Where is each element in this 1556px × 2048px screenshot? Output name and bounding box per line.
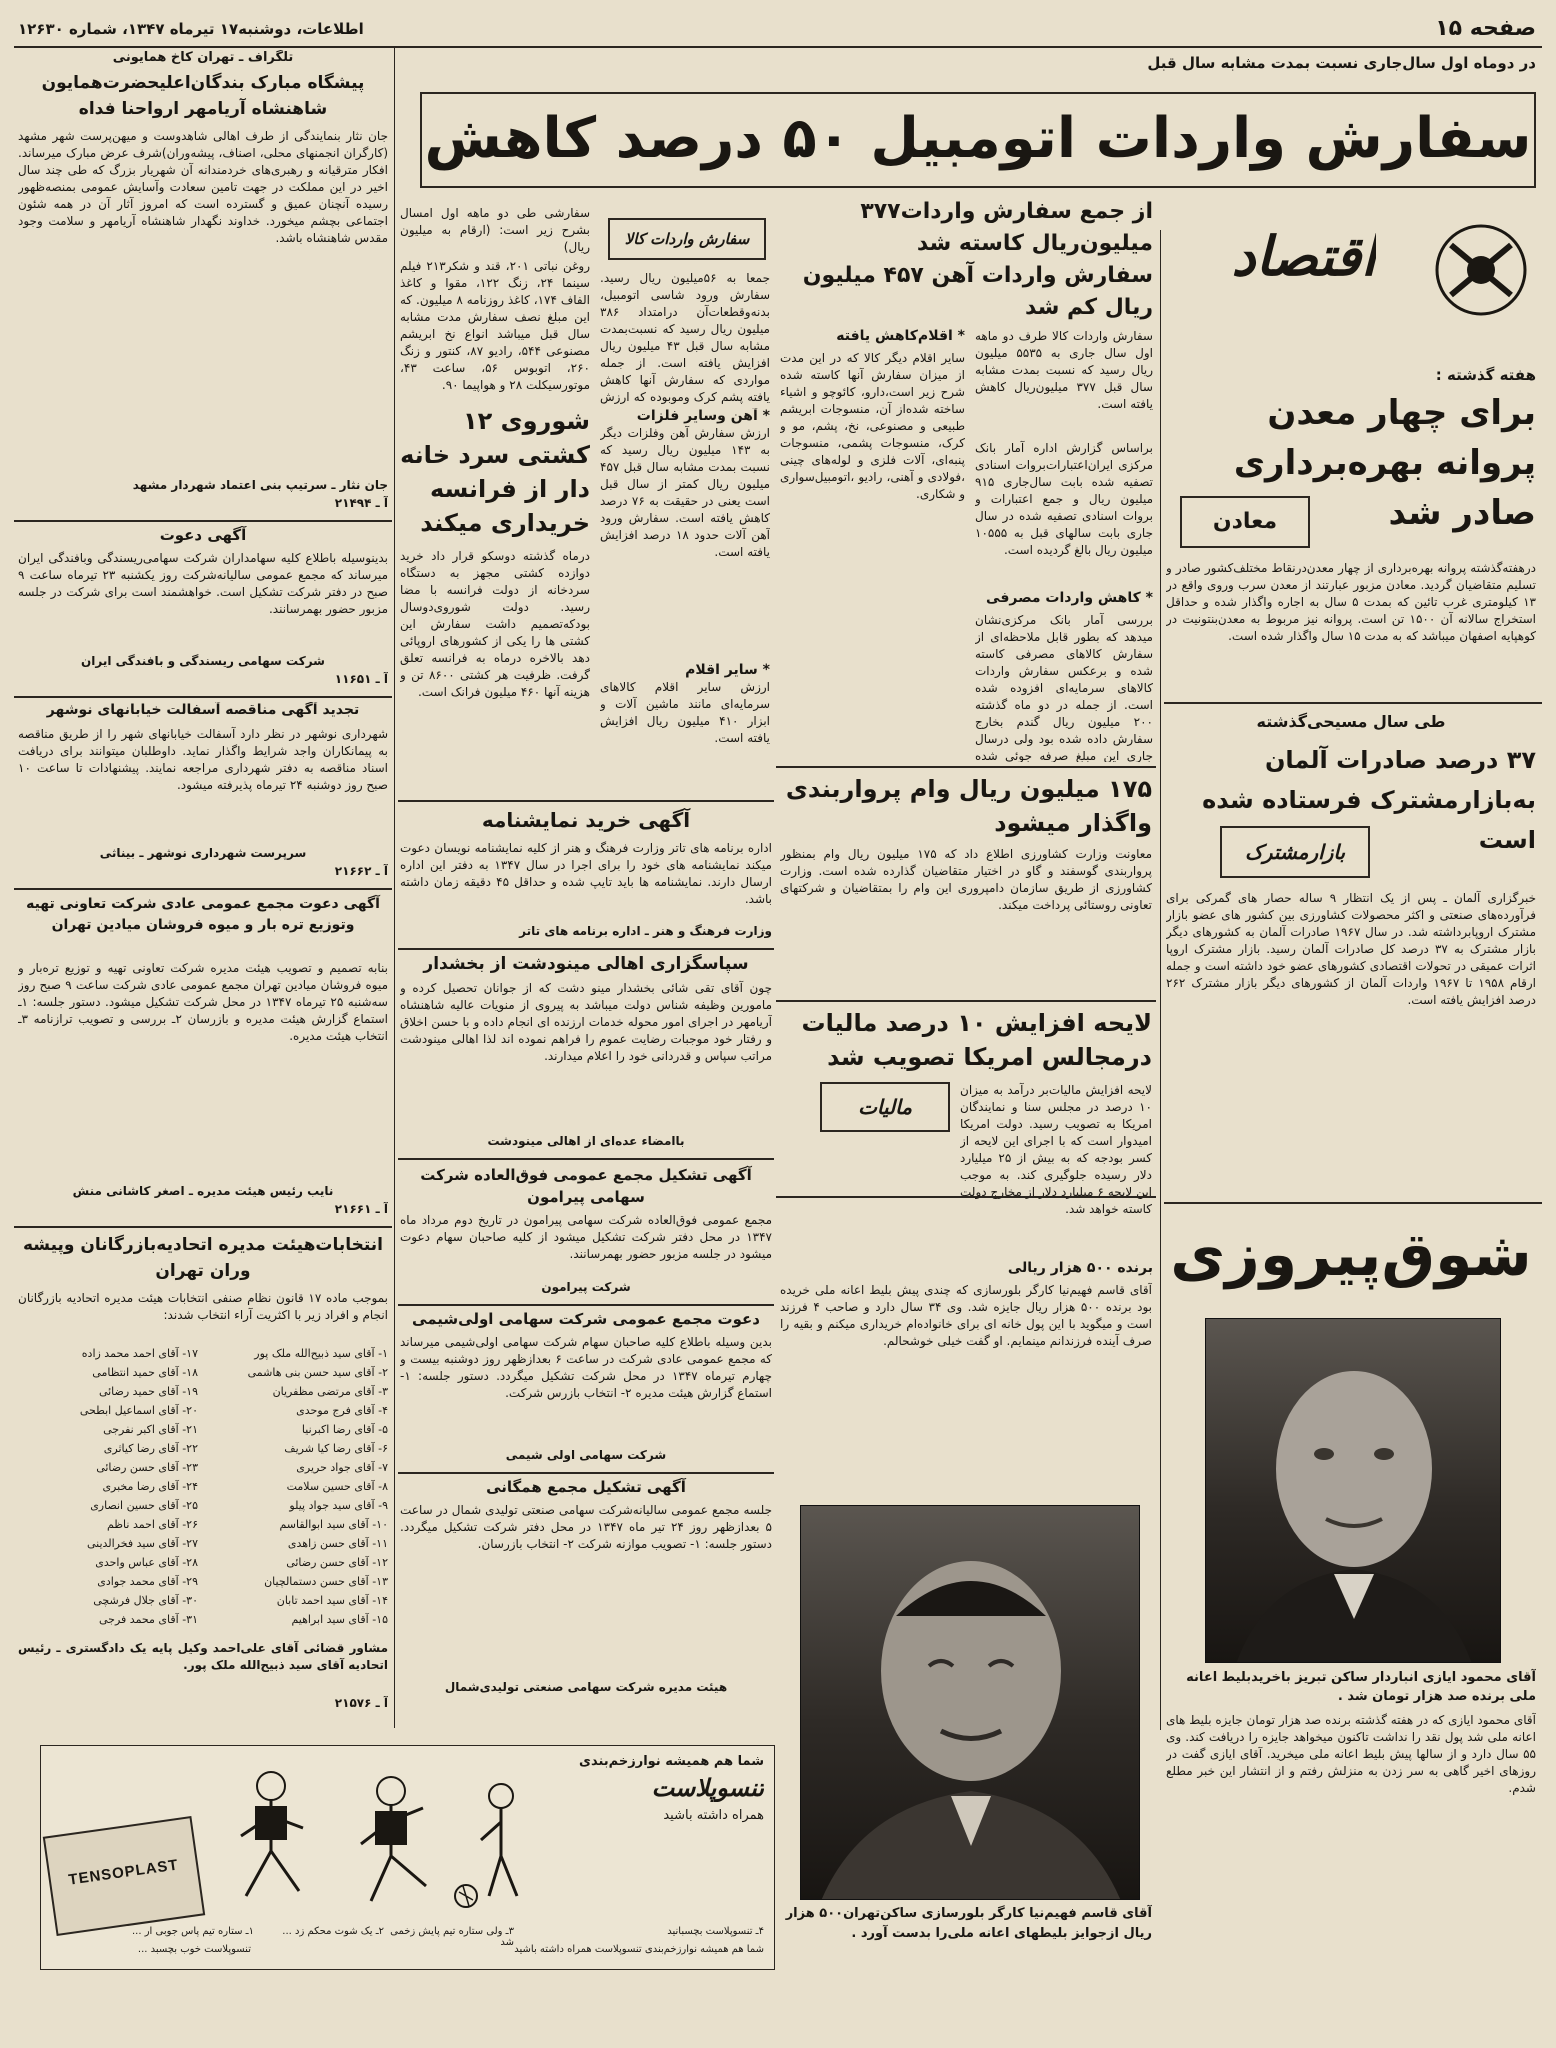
election-names-list (18, 1344, 388, 1634)
lead-inline-head: * اقلام‌کاهش یافته (836, 328, 965, 344)
telegram-label: تلگراف ـ تهران کاخ همایونی (112, 50, 294, 65)
winner-photo-fahimnia (800, 1505, 1140, 1900)
exhibit-headline: آگهی خرید نمایشنامه (481, 808, 691, 832)
loan-text: معاونت وزارت کشاورزی اطلاع داد که ۱۷۵ میلیون ریال وام بمنظور پرواربندی گوسفند و گاو در اختیار متقاضیان گذارده شده است. وزارت کشاورزی از طریق سازمان دامپروری این وام را بمتقاضیان و شرکتهای تعاونی روستائی پرداخت میکند. (780, 847, 1152, 912)
coop-headline: آگهی دعوت مجمع عمومی عادی شرکت تعاونی تهیه وتوزیع تره بار و میوه فروشان میادین تهران (26, 896, 380, 933)
ad-line2: همراه داشته باشید (663, 1808, 764, 1823)
list-item: ۱۴- آقای سید احمد تابان (276, 1594, 388, 1607)
economy-label: اقتصاد (1231, 225, 1376, 288)
soviet-headline: شوروی ۱۲ کشتی سرد خانه دار از فرانسه خریداری میکند (400, 407, 590, 537)
hamkani-sign: هیئت مدیره شرکت سهامی صنعتی تولیدی‌شمال (444, 1680, 728, 1694)
ad-footer: تنسوپلاست خوب بچسبد ... (137, 1944, 251, 1955)
lead-para-3: سایر اقلام دیگر کالا که در این مدت از میزان سفارش آنها کاسته شده شرح زیر است،دارو، کائوچو و اشیاء ساخته شده‌از آن، منسوجات ابریشم طبیعی و مصنوعی، نخ، پشم، مو و کرک، منسوجات پشمی، منسوجات پنبه‌ای، آلات فلزی و لوله‌های چینی ،فولادی و آهنی، رادیو ،اتومبیل‌سواری و شکاری. (780, 351, 965, 501)
asphalt-headline: تجدید آگهی مناقصه آسفالت خیابانهای نوشهر (46, 702, 360, 718)
other-box (600, 662, 770, 796)
winner-photo-ayazi (1205, 1318, 1501, 1663)
list-item: ۱۸- آقای حمید انتظامی (92, 1366, 198, 1379)
exhibit-sign: وزارت فرهنگ و هنر ـ اداره برنامه های تاتر (519, 924, 772, 938)
exhibit-text: اداره برنامه های تاتر وزارت فرهنگ و هنر از کلیه نمایشنامه نویسان دعوت میکند نمایشنامه های خود را برای اجرا در سال ۱۳۴۷ به دفتر این اداره ارسال دارند. نمایشنامه ها باید تایپ شده و حداقل ۴۵ دقیقه زمان داشته باشد. (400, 841, 772, 906)
mines-section-label: معادن (1212, 509, 1278, 534)
lead-para-1: سفارش واردات کالا طرف دو ماهه اول سال جاری به ۵۵۳۵ میلیون ریال رسید که نسبت بمدت مشابه سال قبل ۳۷۷ میلیون‌ریال کاهش یافته است. (975, 329, 1153, 411)
asphalt-code: آ ـ ۲۱۶۶۲ (334, 864, 388, 878)
list-item: ۲۱- آقای اکبر نفرجی (103, 1423, 198, 1436)
list-item: ۳۰- آقای جلال فرشچی (93, 1594, 198, 1607)
election-intro: بموجب ماده ۱۷ قانون نظام صنفی انتخابات هیئت مدیره اتحادیه بازرگانان انجام و افراد زیر با اکثریت آراء انتخاب شدند: (18, 1291, 388, 1322)
masthead-rule (14, 46, 1542, 48)
market-section-box (1220, 826, 1370, 878)
other-head: * سایر اقلام (685, 662, 770, 678)
loan-headline: ۱۷۵ میلیون ریال وام پرواربندی واگذار میشود (785, 775, 1152, 837)
list-item: ۲۴- آقای رضا مخبری (102, 1480, 198, 1493)
tensoplast-ad (40, 1745, 775, 1970)
section-rule (398, 800, 774, 802)
list-item: ۲۳- آقای حسن رضائی (96, 1461, 198, 1474)
lead-headline-box (420, 92, 1536, 188)
list-item: ۶- آقای رضا کیا شریف (284, 1442, 388, 1455)
section-rule (398, 1472, 774, 1474)
section-rule (398, 948, 774, 950)
mines-headline: برای چهار معدن پروانه بهره‌برداری صادر شد (1233, 393, 1536, 533)
list-item: ۲- آقای سید حسن بنی هاشمی (247, 1366, 388, 1379)
olashimi-headline: دعوت مجمع عمومی شرکت سهامی اولی‌شیمی (412, 1310, 760, 1328)
mines-section-box (1180, 496, 1310, 548)
lead-para-2: براساس گزارش اداره آمار بانک مرکزی ایران‌اعتبارات‌بروات اسنادی تصفیه شده بابت سال‌جاری ۹۱۵ میلیون ریال و جمع اعتبارات و بروات اسنادی تصفیه شده در سال جاری بابت سالهای قبل به ۱۰۵۵۵ میلیون ریال بالغ گردیده است. (975, 441, 1153, 557)
winner-headline: برنده ۵۰۰ هزار ریالی (1007, 1260, 1153, 1276)
section-rule (14, 1226, 392, 1228)
list-item: ۱۷- آقای احمد محمد زاده (81, 1347, 198, 1360)
invite-headline: آگهی دعوت (159, 526, 247, 544)
list-item: ۷- آقای جواد حریری (296, 1461, 388, 1474)
soviet-text: درماه گذشته دوسکو قرار داد خرید دوازده کشتی مجهز به دستگاه سردخانه از دولت فرانسه با مضا رسید. دولت شوروی‌دوسال بود‌که‌تصمیم داشت سفارش این کشتی ها را یکی از کشورهای اروپائی دهد بالاخره درماه به فرانسه تعلق گرفت. ظرفیت هر کشتی ۸۶۰۰ تن و هزینه آنها ۴۶۰ میلیون فرانک است. (400, 549, 590, 699)
invite-code: آ ـ ۱۱۶۵۱ (334, 672, 388, 686)
list-item: ۱۹- آقای حمید رضائی (98, 1385, 198, 1398)
ad-caption-1: ۱ـ ستاره تیم پاس جوبی ار ... (132, 1926, 254, 1937)
ad-line1: شما هم همیشه نوارزخم‌بندی (579, 1754, 764, 1769)
tax-headline: لایحه افزایش ۱۰ درصد مالیات درمجالس امریکا تصویب شد (801, 1009, 1152, 1071)
mines-text: درهفته‌گذشته پروانه بهره‌برداری از چهار معدن‌در‌نقاط مختلف‌کشور صادر و تسلیم متقاضیان گردید. معادن مزبور عبارتند از معدن سرب وروی واقع در ۱۳ کیلومتری غرب تائین که بمدت ۵ سال به اجاره واگذار شده و حداقل استخراج سالانه آن ۱۵۰۰ تن است. پروانه نیز مربوط به معدن‌بنتونیت در کوهپایه اصفهان میباشد که به مدت ۱۵ سال واگذار شده است. (1166, 561, 1536, 643)
lead-section-box (608, 218, 766, 260)
list-item: ۹- آقای سید جواد پیلو (289, 1499, 388, 1512)
market-section-label: بازارمشترک (1244, 840, 1346, 864)
telegram-headline: پیشگاه مبارک بندگان‌اعلیحضرت‌همایون شاهنشاه آریامهر ارواحنا فداه (41, 73, 365, 119)
victory-headline: شوق‌پیروزی (1170, 1220, 1532, 1290)
hamkani-headline: آگهی تشکیل مجمع همگانی (486, 1478, 686, 1496)
election-footer: مشاور قضائی آقای علی‌احمد وکیل پایه یک دادگستری ـ رئیس اتحادیه آقای سید ذبیح‌الله ملک پور. (18, 1641, 388, 1672)
invite-sign: شرکت سهامی ریسندگی و بافندگی ایران (81, 654, 325, 668)
list-item: ۱۵- آقای سید ابراهیم (291, 1613, 388, 1626)
portrait-illustration (1206, 1319, 1501, 1663)
tensoplast-package (43, 1816, 205, 1936)
piraman-headline: آگهی تشکیل مجمع عمومی فوق‌العاده شرکت سهامی پیرامون (420, 1166, 752, 1206)
issue-info: اطلاعات، دوشنبه۱۷ تیرماه ۱۳۴۷، شماره ۱۲۶۳۰ (18, 20, 364, 38)
package-label: TENSOPLAST (67, 1856, 180, 1889)
lead-section-label: سفارش واردات کالا (624, 230, 750, 248)
section-rule (776, 1000, 1156, 1002)
thanks-sign: باامضاء عده‌ای از اهالی مینودشت (487, 1134, 685, 1148)
ad-brand: تنسوپلاست (651, 1774, 764, 1802)
lead-subheadline-2: سفارش واردات آهن ۴۵۷ میلیون ریال کم شد (802, 263, 1153, 320)
section-rule (14, 520, 392, 522)
lead-para-4: بررسی آمار بانک مرکزی‌نشان میدهد که بطور قابل ملاحظه‌ای از سفارش کالاهای مصرفی کاسته شده و برعکس سفارش واردات کالاهای سرمایه‌ای افزوده شده است. از جمله در دو ماه گذشته ۲۰۰ میلیون ریال گندم بخارج سفارش داده شده بود ولی درسال جاری این مبلغ صرفه جوئی شده (975, 613, 1153, 762)
winner-text: آقای قاسم فهیم‌نیا کارگر بلورسازی که چندی پیش بلیط اعانه ملی خریده بود برنده ۵۰۰ هزار ریال جایزه شد. وی ۳۴ سال دارد و صاحب ۴ فرزند است و میگوید با این پول خانه ای برای خانواده‌ام خریداری میکنم و بقیه را صرف آینده فرزندانم مینمایم. او گفت خیلی خوشحالم. (780, 1283, 1152, 1348)
top-note: در دوماه اول سال‌جاری نسبت بمدت مشابه سال قبل (1147, 54, 1536, 72)
section-rule (1164, 702, 1542, 704)
list-item: ۲۵- آقای حسین انصاری (90, 1499, 198, 1512)
list-item: ۱۱- آقای حسن زاهدی (287, 1537, 388, 1550)
football-cartoon-illustration (211, 1756, 531, 1916)
coop-text: بنابه تصمیم و تصویب هیئت مدیره شرکت تعاونی تهیه و توزیع تره‌بار و میوه فروشان میادین تهران مجمع عمومی عادی شرکت ساعت ۹ صبح روز سه‌شنبه ۲۵ تیرماه ۱۳۴۷ در محل شرکت تشکیل میشود. دستور جلسه: ۱ـ استماع گزارش هیئت مدیره و بازرسان ۲ـ بررسی و تصویب ترازنامه ۳ـ انتخاب هیئت مدیره. (18, 961, 388, 1043)
list-item: ۳- آقای مرتضی مظفریان (272, 1385, 388, 1398)
asphalt-sign: سرپرست شهرداری نوشهر ـ بیناثی (99, 846, 307, 860)
tax-section-label: مالیات (858, 1095, 912, 1119)
lead-para-5: جمعا به ۵۶میلیون ریال رسید. سفارش ورود شاسی اتومبیل، بدنه‌وقطعات‌آن درامتداد ۳۸۶ میلیون ریال رسید که نسبت‌بمدت مشابه سال قبل ۴۳ میلیون ریال افزایش یافته است. از جمله مواردی که سفارش آنها کاهش یافته پشم کرک وموبوده که ارزش (600, 271, 770, 404)
market-text: خبرگزاری آلمان ـ پس از یک انتظار ۹ ساله حصار های گمرکی برای فرآورده‌های صنعتی و اکثر محصولات کشاورزی بین کشور های عضو بازار مشترک اروپا‌برداشته شد. در سال ۱۹۶۷ صادرات آلمان به کشورهای دیگر بازار مشترک به ۳۷ درصد کل صادرات آلمان رسید. بازار مشترک اروپا اثرات عمیقی در تحولات اقتصادی کشورهای عضو خود داشته است و جمله ارقام ۱۹۵۸ تا ۱۹۶۷ واردات آلمان از کشورهای دیگر بازار مشترک ۲۶۲ درصد افزایش یافته است. (1166, 891, 1536, 1007)
list-item: ۸- آقای حسین سلامت (286, 1480, 388, 1493)
victory-text: آقای محمود ایازی که در هفته گذشته برنده صد هزار تومان جایزه بلیط های اعانه ملی شد پول نقد را نداشت تاکنون میخواهد جایزه را دریافت کند. وی ۵۵ سال دارد و از سالها پیش بلیط اعانه ملی میخرید. آقای ایازی گفت در روزهای اخیر گاهی به سر زدن به منزلش رفتم و از انتشار این خبر مطلع شدم. (1166, 1713, 1536, 1795)
election-headline: انتخابات‌هیئت مدیره اتحادیه‌بازرگانان وپیشه وران تهران (22, 1235, 384, 1281)
market-intro: طی سال مسیحی‌گذشته (1256, 712, 1446, 731)
section-rule (776, 1196, 1156, 1198)
list-item: ۲۲- آقای رضا کیاثری (103, 1442, 198, 1455)
thanks-text: چون آقای تقی شائی بخشدار مینو دشت که از جوانان تحصیل کرده و مامورین وظیفه شناس دولت میباشد به پیروی از منویات عالیه شاهنشاه آریامهر در اجرای امور محوله خدمات ارزنده ای انجام داده و با حسن اخلاق و رفتار خود موجبات رضایت عموم را فراهم نموده اند لذا اهالی مینودشت مراتب سپاس و قدردانی خود را اعلام میدارند. (400, 981, 772, 1063)
hamkani-text: جلسه مجمع عمومی سالیانه‌شرکت سهامی صنعتی تولیدی شمال در ساعت ۵ بعدازظهر روز ۲۴ تیر ماه ۱۳۴۷ در محل دفتر شرکت تشکیل میگردد. دستور جلسه: ۱- تصویب موازنه شرکت ۲- انتخاب بازرسان. (400, 1503, 772, 1551)
portrait-illustration (801, 1506, 1140, 1900)
list-text: روغن نباتی ۲۰۱، قند و شکر۲۱۳ فیلم سینما ۲۴، زنگ ۱۲۲، مقوا و کاغذ الفاف ۱۷۴، کاغذ روزنامه ۸ میلیون. که این مبلغ نصف سفارش مدت مشابه سال قبل میباشد انواع نخ ابریشم مصنوعی ۵۴۴، رادیو ۸۷، کنتور و زنگ ۲۶۰، اتوبوس ۵۶، ساعت ۴۳، موتورسیکلت ۲۸ و هواپیما ۹۰. (400, 259, 590, 392)
market-headline: ۳۷ درصد صادرات آلمان به‌بازار‌مشترک فرستاده شده است (1202, 746, 1536, 854)
list-item: ۴- آقای فرج موحدی (296, 1404, 388, 1417)
photo2-caption: آقای قاسم فهیم‌نیا کارگر بلورسازی ساکن‌تهران۵۰۰ هزار ریال ازجوایز بلیطهای اعانه ملی‌را بدست آورد . (785, 1906, 1152, 1941)
list-item: ۲۹- آقای محمد جوادی (97, 1575, 198, 1588)
thanks-headline: سپاسگزاری اهالی مینودشت از بخشدار (423, 954, 749, 974)
section-rule (398, 1304, 774, 1306)
list-item: ۲۰- آقای اسماعیل ابطحی (79, 1404, 198, 1417)
tax-section-box (820, 1082, 950, 1132)
election-code: آ ـ ۲۱۵۷۶ (334, 1696, 388, 1710)
lead-inline-head-2: * کاهش واردات مصرفی (986, 590, 1153, 606)
ad-caption-3: ۳ـ ولی ستاره تیم پایش زخمی شد (390, 1926, 514, 1948)
other-text: ارزش سایر اقلام کالاهای سرمایه‌ای مانند ماشین آلات و ابزار ۴۱۰ میلیون ریال افزایش یافته است. (600, 680, 770, 745)
list-item: ۱۳- آقای حسن دستمالچیان (264, 1575, 388, 1588)
page-number: صفحه ۱۵ (1435, 16, 1536, 41)
section-rule (398, 1158, 774, 1160)
list-item: ۳۱- آقای محمد فرجی (99, 1613, 198, 1626)
lead-headline: سفارش واردات اتومبیل ۵۰ درصد کاهش (424, 106, 1532, 171)
section-rule (14, 888, 392, 890)
invite-text: بدینوسیله باطلاع کلیه سهامداران شرکت سهامی‌ریسندگی وبافندگی ایران میرساند که مجمع عمومی سالیانه‌شرکت روز یکشنبه ۲۳ تیرماه ساعت ۹ صبح در دفتر شرکت تشکیل است. خواهشمند است برای شرکت در جلسه مزبور حضور بهمرسانند. (18, 551, 388, 616)
iron-text: ارزش سفارش آهن وفلزات دیگر به ۱۴۳ میلیون ریال رسید که نسبت بمدت مشابه سال قبل ۴۵۷ میلیون ریال کمتر از سال قبل است یعنی در حقیقت به ۷۶ درصد کاهش یافته است. سفارش ورود آهن آلات حدود ۱۸ درصد افزایش یافته است. (600, 426, 770, 559)
telegram-text: جان نثار بنمایندگی از طرف اهالی شاهدوست و میهن‌پرست شهر مشهد (کارگران انجمنهای محلی، اصناف، پیشه‌وران)‌شرف عرض مبارک میرساند. افکار مترقیانه و رهبری‌های خردمندانه آن شهریار بزرگ که طی چند سال اخیر در این مملکت در جهت تامین سعادت وآسایش عمومی بمنصه‌ظهور رسیده‌ آنچنان عمیق و گسترده است که امروز آثار آن در همه شئون اجتماعی بچشم میخورد. خداوند نگهدار شاهنشاه آریامهر و سلامت وجود مقدس شاهنشاه باشد. (18, 129, 388, 245)
list-intro: سفارشی طی دو ماهه اول امسال بشرح زیر است: (ارقام به میلیون ریال) (400, 206, 590, 254)
list-item: ۱- آقای سید ذبیح‌الله ملک پور (254, 1347, 388, 1360)
coop-sign: نایب رئیس هیئت مدیره ـ اصغر کاشانی منش (72, 1184, 334, 1198)
piraman-sign: شرکت پیرامون (541, 1280, 631, 1294)
photo1-caption: آقای محمود ایازی انباردار ساکن تبریز باخریدبلیط اعانه ملی برنده صد هزار تومان شد . (1186, 1670, 1536, 1704)
list-item: ۲۸- آقای عباس واحدی (95, 1556, 198, 1569)
section-rule (1164, 1202, 1542, 1204)
list-item: ۲۷- آقای سید فخرالدینی (86, 1537, 198, 1550)
coop-code: آ ـ ۲۱۶۶۱ (334, 1202, 388, 1216)
olashimi-sign: شرکت سهامی اولی شیمی (505, 1448, 667, 1462)
tax-text: لایحه افزایش مالیات‌بر درآمد به میزان ۱۰ درصد در مجلس سنا و نمایندگان امریکا به تصویب رسید. دولت امریکا امیدوار است که با اجرای این لایحه از کسر بودجه که به بیش از ۲۵ میلیارد دلار رسیده جلوگیری کند. به موجب این لایحه ۶ میلیارد دلار از مخارج دولت کاسته خواهد شد. (960, 1083, 1152, 1216)
telegram-code: آ ـ ۲۱۴۹۴ (334, 496, 388, 510)
asphalt-text: شهرداری نوشهر در نظر دارد آسفالت خیابانهای شهر را از طریق مناقصه به پیمانکاران واجد شرایط واگذار نماید. داوطلبان میتوانند برای دریافت اسناد مناقصه به دفتر شهرداری مراجعه نمایند. پیشنهادات تا ساعت ۱۰ صبح روز دوشنبه ۲۴ تیرماه پذیرفته میشود. (18, 727, 388, 792)
section-rule (776, 766, 1156, 768)
list-item: ۵- آقای رضا اکبرنیا (301, 1423, 388, 1436)
last-week-label: هفته گذشته : (1435, 366, 1536, 384)
list-item: ۲۶- آقای احمد ناظم (106, 1518, 198, 1531)
piraman-text: مجمع عمومی فوق‌العاده شرکت سهامی پیرامون در تاریخ دوم مرداد ماه ۱۳۴۷ در محل دفتر شرکت تشکیل میشود از کلیه صاحبان سهام دعوت میشود در جلسه مزبور حضور بهمرسانند. (400, 1213, 772, 1261)
ad-footer-2: شما هم همیشه نوارزخم‌بندی تنسوپلاست همراه داشته باشید (514, 1944, 764, 1955)
ad-caption-2: ۲ـ یک شوت محکم زد ... (282, 1926, 384, 1937)
column-rule (394, 48, 395, 1728)
column-rule (1160, 230, 1161, 1730)
lead-subheadline-1: از جمع سفارش واردات۳۷۷ میلیون‌ریال کاسته شد (860, 199, 1153, 256)
section-rule (14, 696, 392, 698)
olashimi-text: بدین وسیله باطلاع کلیه صاحبان سهام شرکت سهامی اولی‌شیمی میرساند که مجمع عمومی عادی شرکت در ساعت ۶ بعدازظهر روز دوشنبه بیست و چهارم تیرماه ۱۳۴۷ در محل شرکت تشکیل میگردد. دستور جلسه: ۱- استماع گزارش هیئت مدیره ۲- انتخاب بازرس شرکت. (400, 1335, 772, 1400)
list-item: ۱۲- آقای حسن رضائی (286, 1556, 388, 1569)
telegram-sign: جان نثار ـ سرتیپ بنی اعتماد شهردار مشهد (132, 478, 388, 492)
iron-head: * آهن وسایر فلزات (636, 408, 770, 424)
list-item: ۱۰- آقای سید ابوالقاسم (279, 1518, 388, 1531)
iron-box (600, 408, 770, 658)
ad-caption-4: ۴ـ تنسوپلاست بچسبانید (667, 1926, 764, 1937)
